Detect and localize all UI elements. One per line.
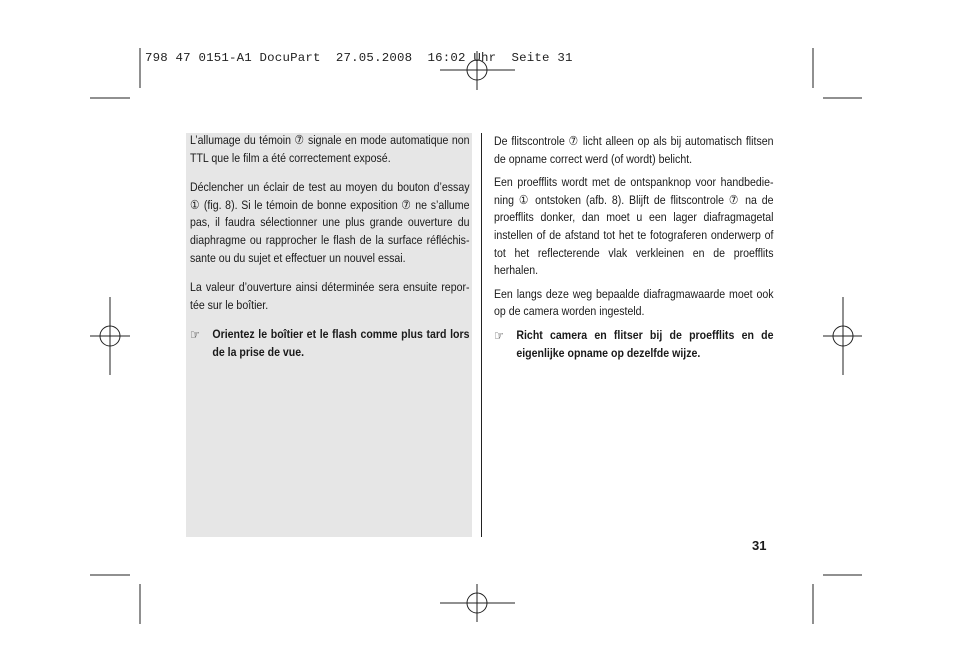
dutch-note-text: Richt camera en flitser bij de proefflits en de eigenlijke opname op dezelfde wijze. bbox=[516, 327, 774, 360]
registration-mark-left bbox=[90, 297, 130, 375]
pointing-hand-icon: ☞ bbox=[494, 327, 505, 343]
registration-mark-right bbox=[823, 297, 862, 375]
dutch-note bbox=[494, 327, 774, 362]
registration-mark-bottom bbox=[440, 584, 515, 622]
dutch-paragraph-2: Een proefflits wordt met de ontspanknop voor handbedie-ning ① ontstoken (afb. 8). Blijft de flitscontrole ⑦ na de proefflits donker, dan moet u een lager diafragmagetal instellen of de afstand tot het te fotograferen onderwerp of tot het reflecterende vlak verkleinen en de proefflits herhalen. bbox=[494, 175, 774, 278]
page-number: 31 bbox=[752, 538, 767, 553]
print-header: 798 47 0151-A1 DocuPart 27.05.2008 16:02 Uhr Seite 31 bbox=[145, 51, 573, 65]
french-column bbox=[190, 132, 470, 362]
registration-mark-top bbox=[440, 51, 515, 90]
french-paragraph-3: La valeur d’ouverture ainsi déterminée sera ensuite repor-tée sur le boîtier. bbox=[190, 280, 470, 312]
column-divider bbox=[481, 133, 482, 537]
french-paragraph-2: Déclencher un éclair de test au moyen du bouton d’essay ① (fig. 8). Si le témoin de bonne exposition ⑦ ne s’allume pas, il faudra sélectionner une plus grande ouverture du diaphragme ou rapprocher le flash de la surface réfléchis-sante ou du sujet et effectuer un nouvel essai. bbox=[190, 180, 470, 265]
pointing-hand-icon: ☞ bbox=[190, 327, 201, 343]
french-note-text: Orientez le boîtier et le flash comme plus tard lors de la prise de vue. bbox=[212, 327, 470, 359]
french-paragraph-1: L’allumage du témoin ⑦ signale en mode automatique non TTL que le film a été correctement exposé. bbox=[190, 133, 470, 165]
dutch-paragraph-1: De flitscontrole ⑦ licht alleen op als bij automatisch flitsen de opname correct werd (of wordt) belicht. bbox=[494, 134, 774, 166]
french-note bbox=[190, 326, 470, 361]
dutch-paragraph-3: Een langs deze weg bepaalde diafragmawaarde moet ook op de camera worden ingesteld. bbox=[494, 286, 774, 319]
dutch-column bbox=[494, 133, 774, 362]
